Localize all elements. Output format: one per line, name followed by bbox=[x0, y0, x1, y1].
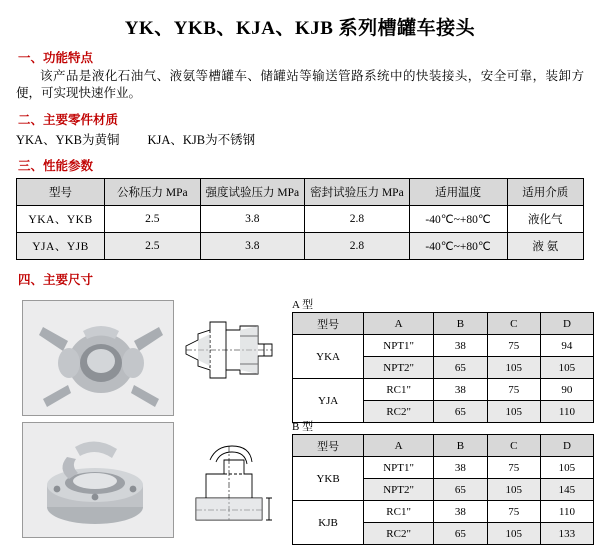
dim-header-d: D bbox=[540, 435, 593, 457]
dim-group-name: YJA bbox=[293, 379, 364, 423]
dim-header-c: C bbox=[487, 313, 540, 335]
dim-cell: 75 bbox=[487, 335, 540, 357]
table-row bbox=[17, 233, 584, 260]
table-row bbox=[17, 206, 584, 233]
dim-header-c: C bbox=[487, 435, 540, 457]
dim-cell: 110 bbox=[540, 501, 593, 523]
dim-cell: 105 bbox=[487, 523, 540, 545]
dim-cell: 105 bbox=[487, 479, 540, 501]
dim-header-model: 型号 bbox=[293, 435, 364, 457]
spec-header-seal-pressure: 密封试验压力 MPa bbox=[305, 179, 410, 206]
dim-cell: 65 bbox=[434, 357, 488, 379]
dim-cell: 65 bbox=[434, 523, 488, 545]
dim-cell: 105 bbox=[540, 357, 593, 379]
dim-cell: NPT1" bbox=[364, 457, 434, 479]
spec-cell: 2.5 bbox=[105, 233, 201, 260]
technical-drawing-b bbox=[180, 422, 280, 536]
spec-header-strength-pressure: 强度试验压力 MPa bbox=[200, 179, 305, 206]
dim-cell: 105 bbox=[487, 401, 540, 423]
dim-cell: 38 bbox=[434, 335, 488, 357]
dim-cell: 38 bbox=[434, 379, 488, 401]
table-header-row bbox=[17, 179, 584, 206]
dim-cell: 65 bbox=[434, 401, 488, 423]
dim-cell: 105 bbox=[487, 357, 540, 379]
technical-drawing-a bbox=[180, 300, 280, 414]
spec-header-model: 型号 bbox=[17, 179, 105, 206]
dim-group-name: KJB bbox=[293, 501, 364, 545]
dim-cell: RC1" bbox=[364, 379, 434, 401]
dim-cell: 65 bbox=[434, 479, 488, 501]
dim-cell: 145 bbox=[540, 479, 593, 501]
spec-cell: -40℃~+80℃ bbox=[409, 233, 507, 260]
dim-cell: NPT2" bbox=[364, 357, 434, 379]
dim-cell: 133 bbox=[540, 523, 593, 545]
material-brass-text: YKA、YKB为黄铜 bbox=[16, 133, 120, 147]
performance-table bbox=[16, 178, 584, 260]
drawing-label-b: B 型 bbox=[292, 421, 314, 433]
dimension-table-a bbox=[292, 312, 594, 423]
section-heading-dimensions: 四、主要尺寸 bbox=[18, 273, 94, 287]
table-row bbox=[293, 501, 594, 523]
dimension-table-b bbox=[292, 434, 594, 545]
section-heading-features: 一、功能特点 bbox=[18, 51, 94, 65]
dim-header-b: B bbox=[434, 435, 488, 457]
dim-cell: 110 bbox=[540, 401, 593, 423]
dim-cell: RC2" bbox=[364, 523, 434, 545]
page-title: YK、YKB、KJA、KJB 系列槽罐车接头 bbox=[124, 18, 476, 39]
spec-cell: 液化气 bbox=[507, 206, 583, 233]
dim-cell: 75 bbox=[487, 501, 540, 523]
dim-cell: 105 bbox=[540, 457, 593, 479]
features-paragraph: 该产品是液化石油气、液氨等槽罐车、储罐站等输送管路系统中的快装接头，安全可靠，装卸方便，可实现快速作业。 bbox=[16, 69, 584, 100]
dim-cell: NPT1" bbox=[364, 335, 434, 357]
spec-cell: 2.8 bbox=[305, 206, 410, 233]
dim-header-a: A bbox=[364, 313, 434, 335]
spec-cell: 3.8 bbox=[200, 206, 305, 233]
section-heading-performance: 三、性能参数 bbox=[18, 159, 94, 173]
table-row bbox=[293, 335, 594, 357]
dim-cell: 94 bbox=[540, 335, 593, 357]
dim-cell: NPT2" bbox=[364, 479, 434, 501]
spec-cell: YJA、YJB bbox=[17, 233, 105, 260]
table-header-row bbox=[293, 313, 594, 335]
drawing-label-a: A 型 bbox=[292, 299, 314, 311]
spec-cell: 2.5 bbox=[105, 206, 201, 233]
table-row bbox=[293, 379, 594, 401]
dim-header-model: 型号 bbox=[293, 313, 364, 335]
spec-header-medium: 适用介质 bbox=[507, 179, 583, 206]
dim-group-name: YKA bbox=[293, 335, 364, 379]
dim-cell: 75 bbox=[487, 379, 540, 401]
spec-cell: 3.8 bbox=[200, 233, 305, 260]
dim-header-d: D bbox=[540, 313, 593, 335]
product-photo-a bbox=[22, 300, 174, 416]
spec-cell: 液 氨 bbox=[507, 233, 583, 260]
table-header-row bbox=[293, 435, 594, 457]
dim-group-name: YKB bbox=[293, 457, 364, 501]
product-photo-b bbox=[22, 422, 174, 538]
section-heading-material: 二、主要零件材质 bbox=[18, 113, 119, 127]
material-steel-text: KJA、KJB为不锈钢 bbox=[147, 133, 256, 147]
dim-cell: 38 bbox=[434, 501, 488, 523]
spec-cell: 2.8 bbox=[305, 233, 410, 260]
dim-cell: RC2" bbox=[364, 401, 434, 423]
dim-header-a: A bbox=[364, 435, 434, 457]
dim-header-b: B bbox=[434, 313, 488, 335]
dim-cell: RC1" bbox=[364, 501, 434, 523]
spec-header-temperature: 适用温度 bbox=[409, 179, 507, 206]
dim-cell: 75 bbox=[487, 457, 540, 479]
spec-header-nominal-pressure: 公称压力 MPa bbox=[105, 179, 201, 206]
table-row bbox=[293, 457, 594, 479]
material-line bbox=[16, 130, 600, 148]
spec-cell: YKA、YKB bbox=[17, 206, 105, 233]
dim-cell: 38 bbox=[434, 457, 488, 479]
dim-cell: 90 bbox=[540, 379, 593, 401]
spec-cell: -40℃~+80℃ bbox=[409, 206, 507, 233]
